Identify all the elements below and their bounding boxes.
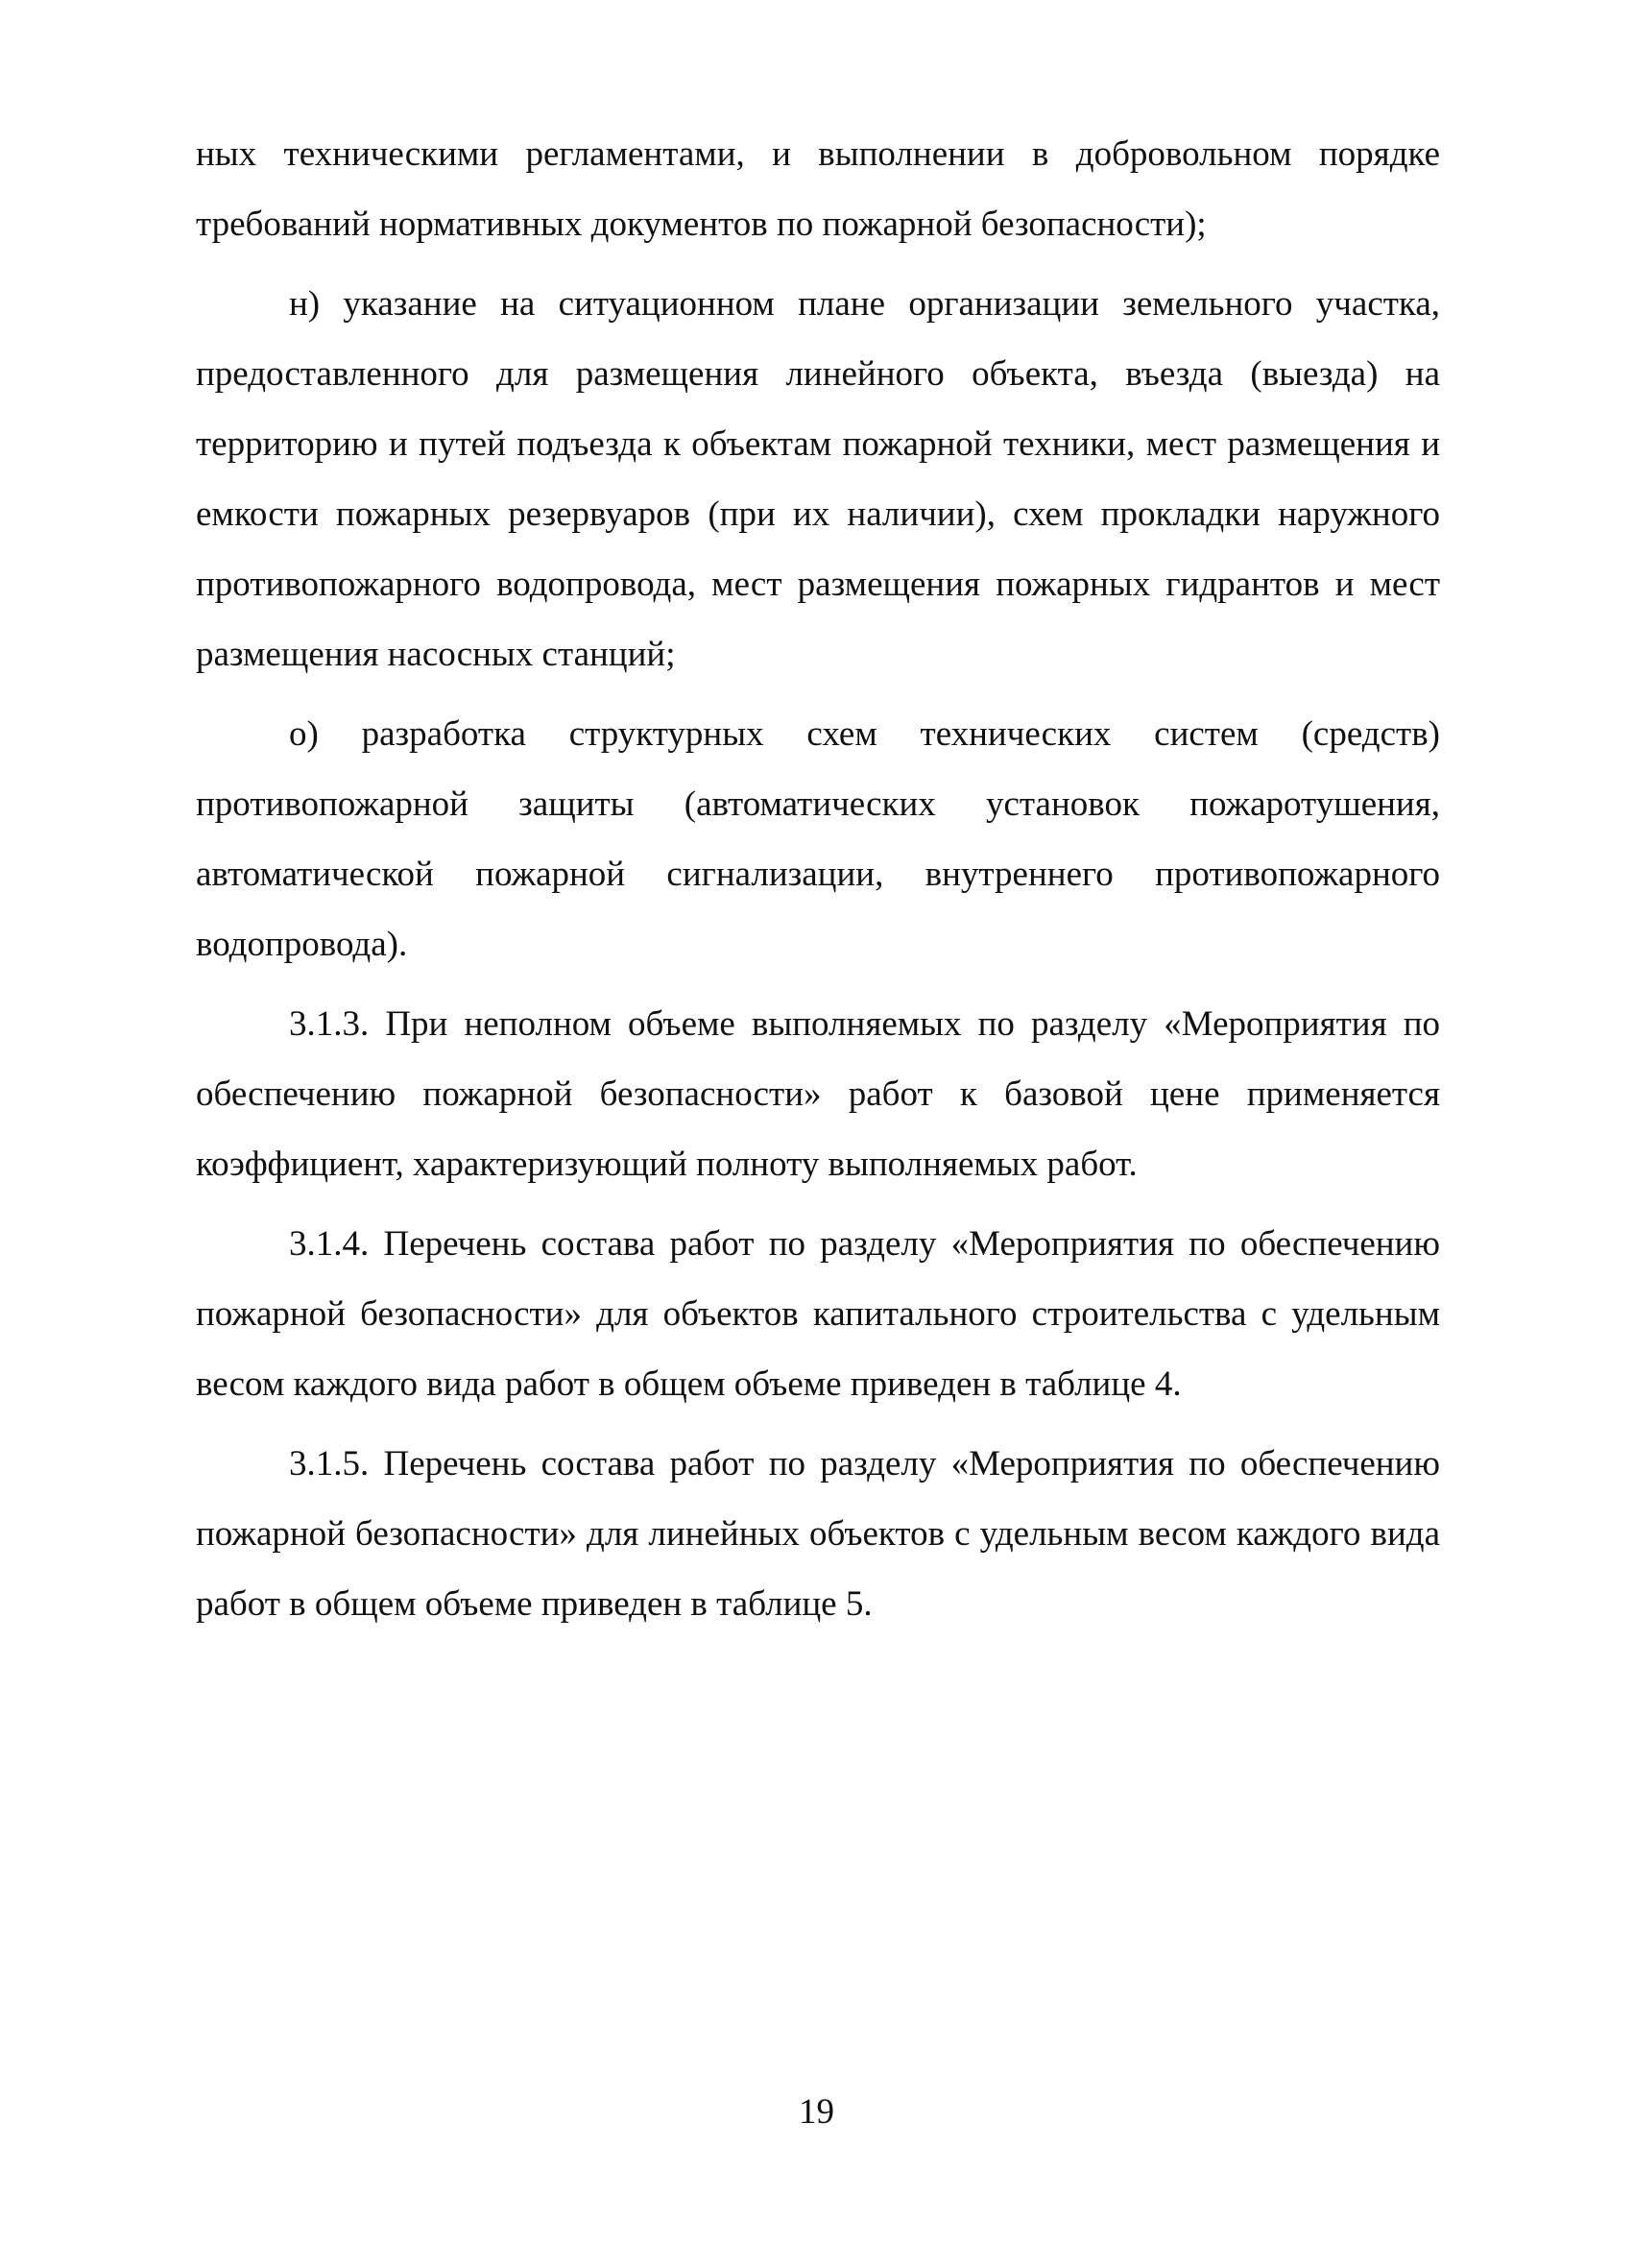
paragraph-item-o: о) разработка структурных схем технических систем (средств) противопожарной защиты (автоматических установок пожаротушения, автоматической пожарной сигнализации, внутреннего противопожарного водопровода). xyxy=(196,714,1440,964)
paragraph-continuation: ных техническими регламентами, и выполнении в добровольном порядке требований нормативных документов по пожарной безопасности); xyxy=(196,134,1440,244)
paragraph-3-1-5: 3.1.5. Перечень состава работ по разделу «Мероприятия по обеспечению пожарной безопасности» для линейных объектов с удельным весом каждого вида работ в общем объеме приведен в таблице 5. xyxy=(196,1444,1440,1624)
page-number: 19 xyxy=(799,2092,834,2132)
paragraph-3-1-3: 3.1.3. При неполном объеме выполняемых по разделу «Мероприятия по обеспечению пожарной безопасности» работ к базовой цене применяется коэффициент, характеризующий полноту выполняемых работ. xyxy=(196,1004,1440,1184)
paragraph-3-1-4: 3.1.4. Перечень состава работ по разделу «Мероприятия по обеспечению пожарной безопасности» для объектов капитального строительства с удельным весом каждого вида работ в общем объеме приведен в таблице 4. xyxy=(196,1224,1440,1404)
paragraph-item-n: н) указание на ситуационном плане организации земельного участка, предоставленного для размещения линейного объекта, въезда (выезда) на территорию и путей подъезда к объектам пожарной техники, мест размещения и емкости пожарных резервуаров (при их наличии), схем прокладки наружного противопожарного водопровода, мест размещения пожарных гидрантов и мест размещения насосных станций; xyxy=(196,284,1440,674)
document-body xyxy=(196,119,1440,1649)
